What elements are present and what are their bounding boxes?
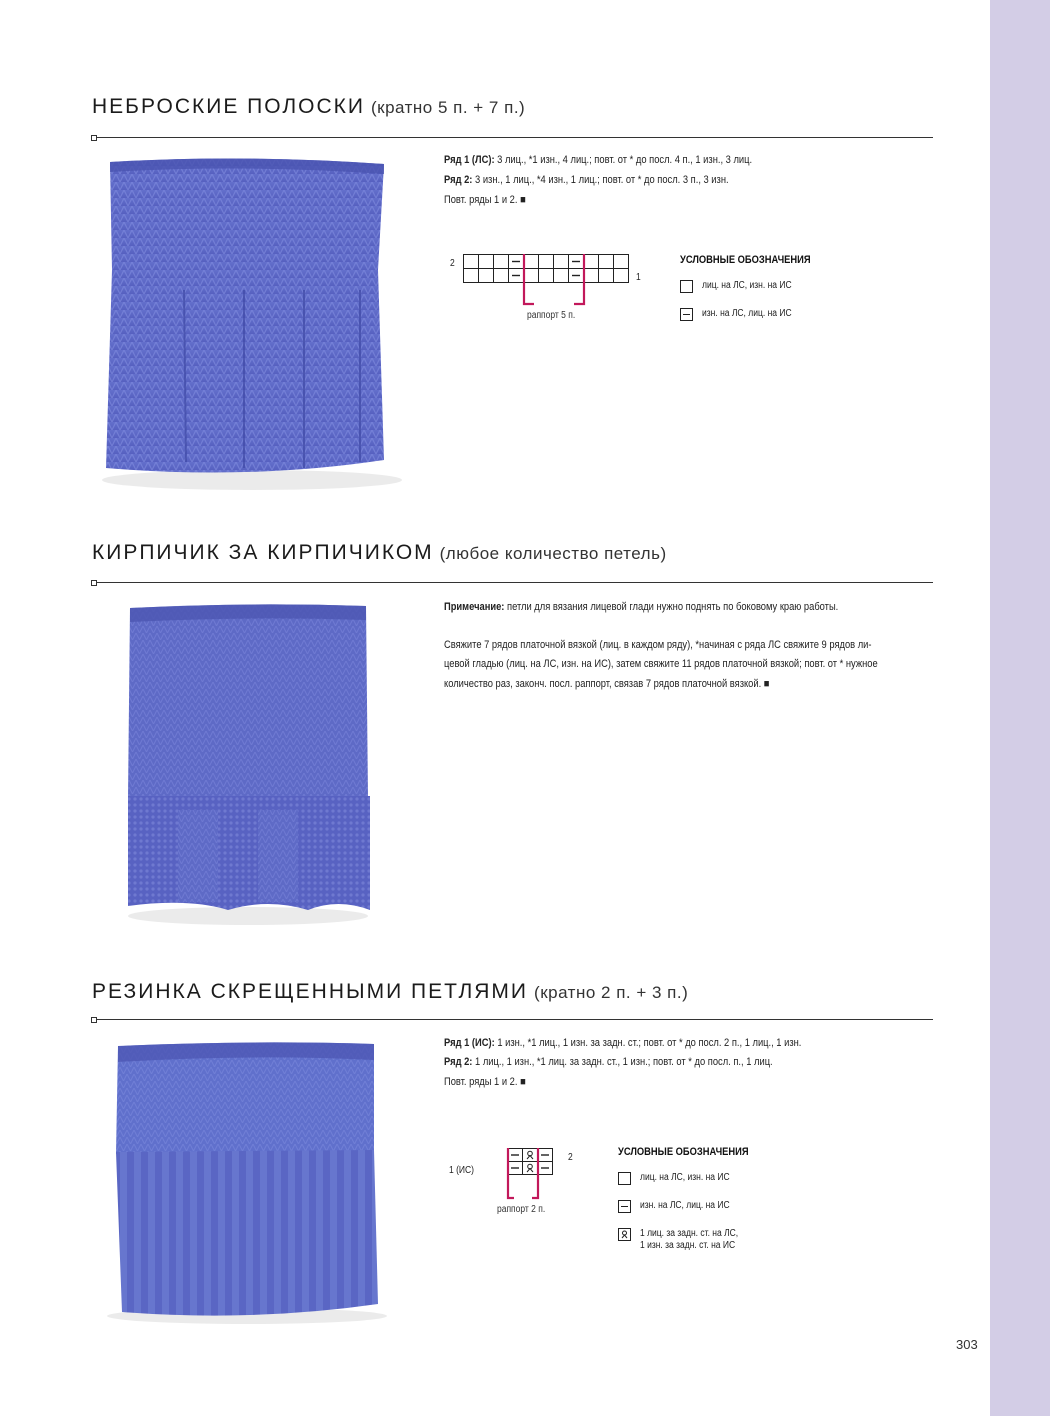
page-number: 303 [956,1337,978,1352]
note-text: Примечание: петли для вязания лицевой глади нужно поднять по боковому краю работы. [444,601,839,613]
chart-row-number-bottom: 1 (ИС) [449,1165,475,1176]
legend-item: 1 лиц. за задн. ст. на ЛС, 1 изн. за задн. ст. на ИС [618,1228,755,1252]
rapport-label: раппорт 5 п. [527,310,576,321]
body-line: Свяжите 7 рядов платочной вязкой (лиц. в каждом ряду), *начиная с ряда ЛС свяжите 9 рядов ли- [444,639,872,651]
section-title: НЕБРОСКИЕ ПОЛОСКИ (кратно 5 п. + 7 п.) [92,95,526,118]
legend-title: УСЛОВНЫЕ ОБОЗНАЧЕНИЯ [680,254,811,266]
stitch-chart [493,1148,563,1206]
row-1-instruction: Ряд 1 (ЛС): 3 лиц., *1 изн., 4 лиц.; повт. от * до посл. 4 п., 1 изн., 3 лиц. [444,154,753,166]
body-line: количество раз, законч. посл. раппорт, связав 7 рядов платочной вязкой. ■ [444,678,770,690]
side-tab [990,0,1050,1416]
knit-symbol-icon [618,1172,631,1185]
chart-row-number-top: 2 [450,258,455,269]
purl-symbol-icon [618,1200,631,1213]
knitted-swatch-image [108,598,390,930]
body-line: цевой гладью (лиц. на ЛС, изн. на ИС), затем свяжите 11 рядов платочной вязкой; повт. от * нужное [444,658,878,670]
section-title: РЕЗИНКА СКРЕЩЕННЫМИ ПЕТЛЯМИ (кратно 2 п. + 3 п.) [92,980,689,1003]
legend-item: лиц. на ЛС, изн. на ИС [680,280,807,293]
row-2-instruction: Ряд 2: 3 изн., 1 лиц., *4 изн., 1 лиц.; повт. от * до посл. 3 п., 3 изн. [444,174,729,186]
purl-symbol-icon [680,308,693,321]
section-rule [92,137,933,138]
legend-title: УСЛОВНЫЕ ОБОЗНАЧЕНИЯ [618,1146,749,1158]
legend-item: изн. на ЛС, лиц. на ИС [618,1200,745,1213]
repeat-instruction: Повт. ряды 1 и 2. ■ [444,194,526,206]
twisted-stitch-symbol-icon [618,1228,631,1241]
knitted-swatch-image [92,1032,400,1328]
stitch-chart [463,254,631,310]
chart-row-number-bottom: 1 [636,272,641,283]
legend-item: изн. на ЛС, лиц. на ИС [680,308,807,321]
knitted-swatch-image [92,150,408,495]
chart-row-number-top: 2 [568,1152,573,1163]
rapport-label: раппорт 2 п. [497,1204,546,1215]
section-title: КИРПИЧИК ЗА КИРПИЧИКОМ (любое количество петель) [92,541,667,564]
row-2-instruction: Ряд 2: 1 лиц., 1 изн., *1 лиц. за задн. ст., 1 изн.; повт. от * до посл. п., 1 лиц. [444,1056,773,1068]
section-rule [92,582,933,583]
legend-item: лиц. на ЛС, изн. на ИС [618,1172,745,1185]
knit-symbol-icon [680,280,693,293]
row-1-instruction: Ряд 1 (ИС): 1 изн., *1 лиц., 1 изн. за задн. ст.; повт. от * до посл. 2 п., 1 лиц., 1 изн. [444,1037,802,1049]
repeat-instruction: Повт. ряды 1 и 2. ■ [444,1076,526,1088]
section-rule [92,1019,933,1020]
